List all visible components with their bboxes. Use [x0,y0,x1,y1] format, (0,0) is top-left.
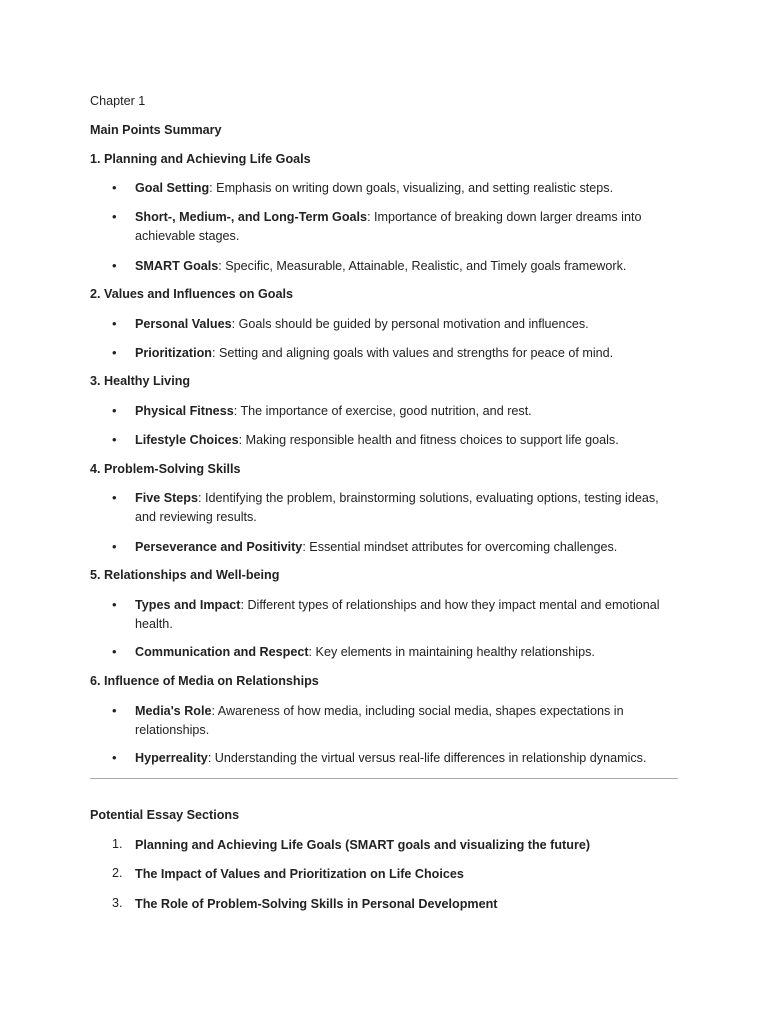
list-number: 3. [112,896,123,910]
bullet-marker: • [112,703,117,718]
item-term: Hyperreality [135,751,208,765]
list-item [135,179,675,198]
bullet-marker: • [112,316,117,331]
item-text: : Specific, Measurable, Attainable, Realistic, and Timely goals framework. [218,259,627,273]
item-text: : Different types of relationships and how they impact mental and emotional health. [135,598,660,631]
bullet-marker: • [112,403,117,418]
item-text: : Key elements in maintaining healthy relationships. [308,645,595,659]
section-heading-6: 6. Influence of Media on Relationships [90,674,319,688]
horizontal-divider [90,778,678,779]
item-text: : Goals should be guided by personal motivation and influences. [231,317,589,331]
bullet-marker: • [112,750,117,765]
bullet-marker: • [112,644,117,659]
list-item [135,749,675,768]
item-term: Types and Impact [135,598,241,612]
list-item [135,208,675,246]
bullet-marker: • [112,539,117,554]
item-text: : Importance of breaking down larger dreams into achievable stages. [135,210,642,243]
item-term: Perseverance and Positivity [135,540,303,554]
list-item [135,489,675,527]
summary-title: Main Points Summary [90,123,222,137]
item-term: Media's Role [135,704,212,718]
item-term: Lifestyle Choices [135,433,239,447]
list-item [135,702,675,740]
item-text: : Emphasis on writing down goals, visualizing, and setting realistic steps. [209,181,614,195]
item-term: Personal Values [135,317,232,331]
item-term: Physical Fitness [135,404,234,418]
item-term: SMART Goals [135,259,219,273]
item-term: Goal Setting [135,181,210,195]
essay-title: Potential Essay Sections [90,808,240,822]
section-heading-5: 5. Relationships and Well-being [90,568,280,582]
item-term: Short-, Medium-, and Long-Term Goals [135,210,368,224]
section-heading-3: 3. Healthy Living [90,374,191,388]
item-text: : Understanding the virtual versus real-life differences in relationship dynamics. [207,751,647,765]
list-number: 1. [112,837,123,851]
list-number: 2. [112,866,123,880]
item-text: : Awareness of how media, including social media, shapes expectations in relationships. [135,704,624,737]
bullet-marker: • [112,180,117,195]
bullet-marker: • [112,345,117,360]
item-text: : Essential mindset attributes for overcoming challenges. [302,540,618,554]
section-heading-2: 2. Values and Influences on Goals [90,287,293,301]
item-text: : Making responsible health and fitness choices to support life goals. [238,433,619,447]
section-heading-4: 4. Problem-Solving Skills [90,462,241,476]
bullet-marker: • [112,432,117,447]
bullet-marker: • [112,597,117,612]
item-text: : The importance of exercise, good nutrition, and rest. [233,404,532,418]
chapter-label: Chapter 1 [90,94,146,108]
essay-item: Planning and Achieving Life Goals (SMART goals and visualizing the future) [135,838,591,852]
list-item [135,402,675,421]
list-item [135,431,675,450]
item-text: : Setting and aligning goals with values and strengths for peace of mind. [211,346,614,360]
item-term: Prioritization [135,346,212,360]
list-item [135,344,675,363]
item-term: Five Steps [135,491,198,505]
bullet-marker: • [112,258,117,273]
essay-item: The Role of Problem-Solving Skills in Personal Development [135,897,498,911]
list-item [135,257,675,276]
item-term: Communication and Respect [135,645,309,659]
bullet-marker: • [112,209,117,224]
bullet-marker: • [112,490,117,505]
list-item [135,596,675,634]
list-item [135,643,675,662]
section-heading-1: 1. Planning and Achieving Life Goals [90,152,311,166]
list-item [135,315,675,334]
item-text: : Identifying the problem, brainstorming solutions, evaluating options, testing ideas, and reviewing results. [135,491,659,524]
essay-item: The Impact of Values and Prioritization on Life Choices [135,867,464,881]
list-item [135,538,675,557]
